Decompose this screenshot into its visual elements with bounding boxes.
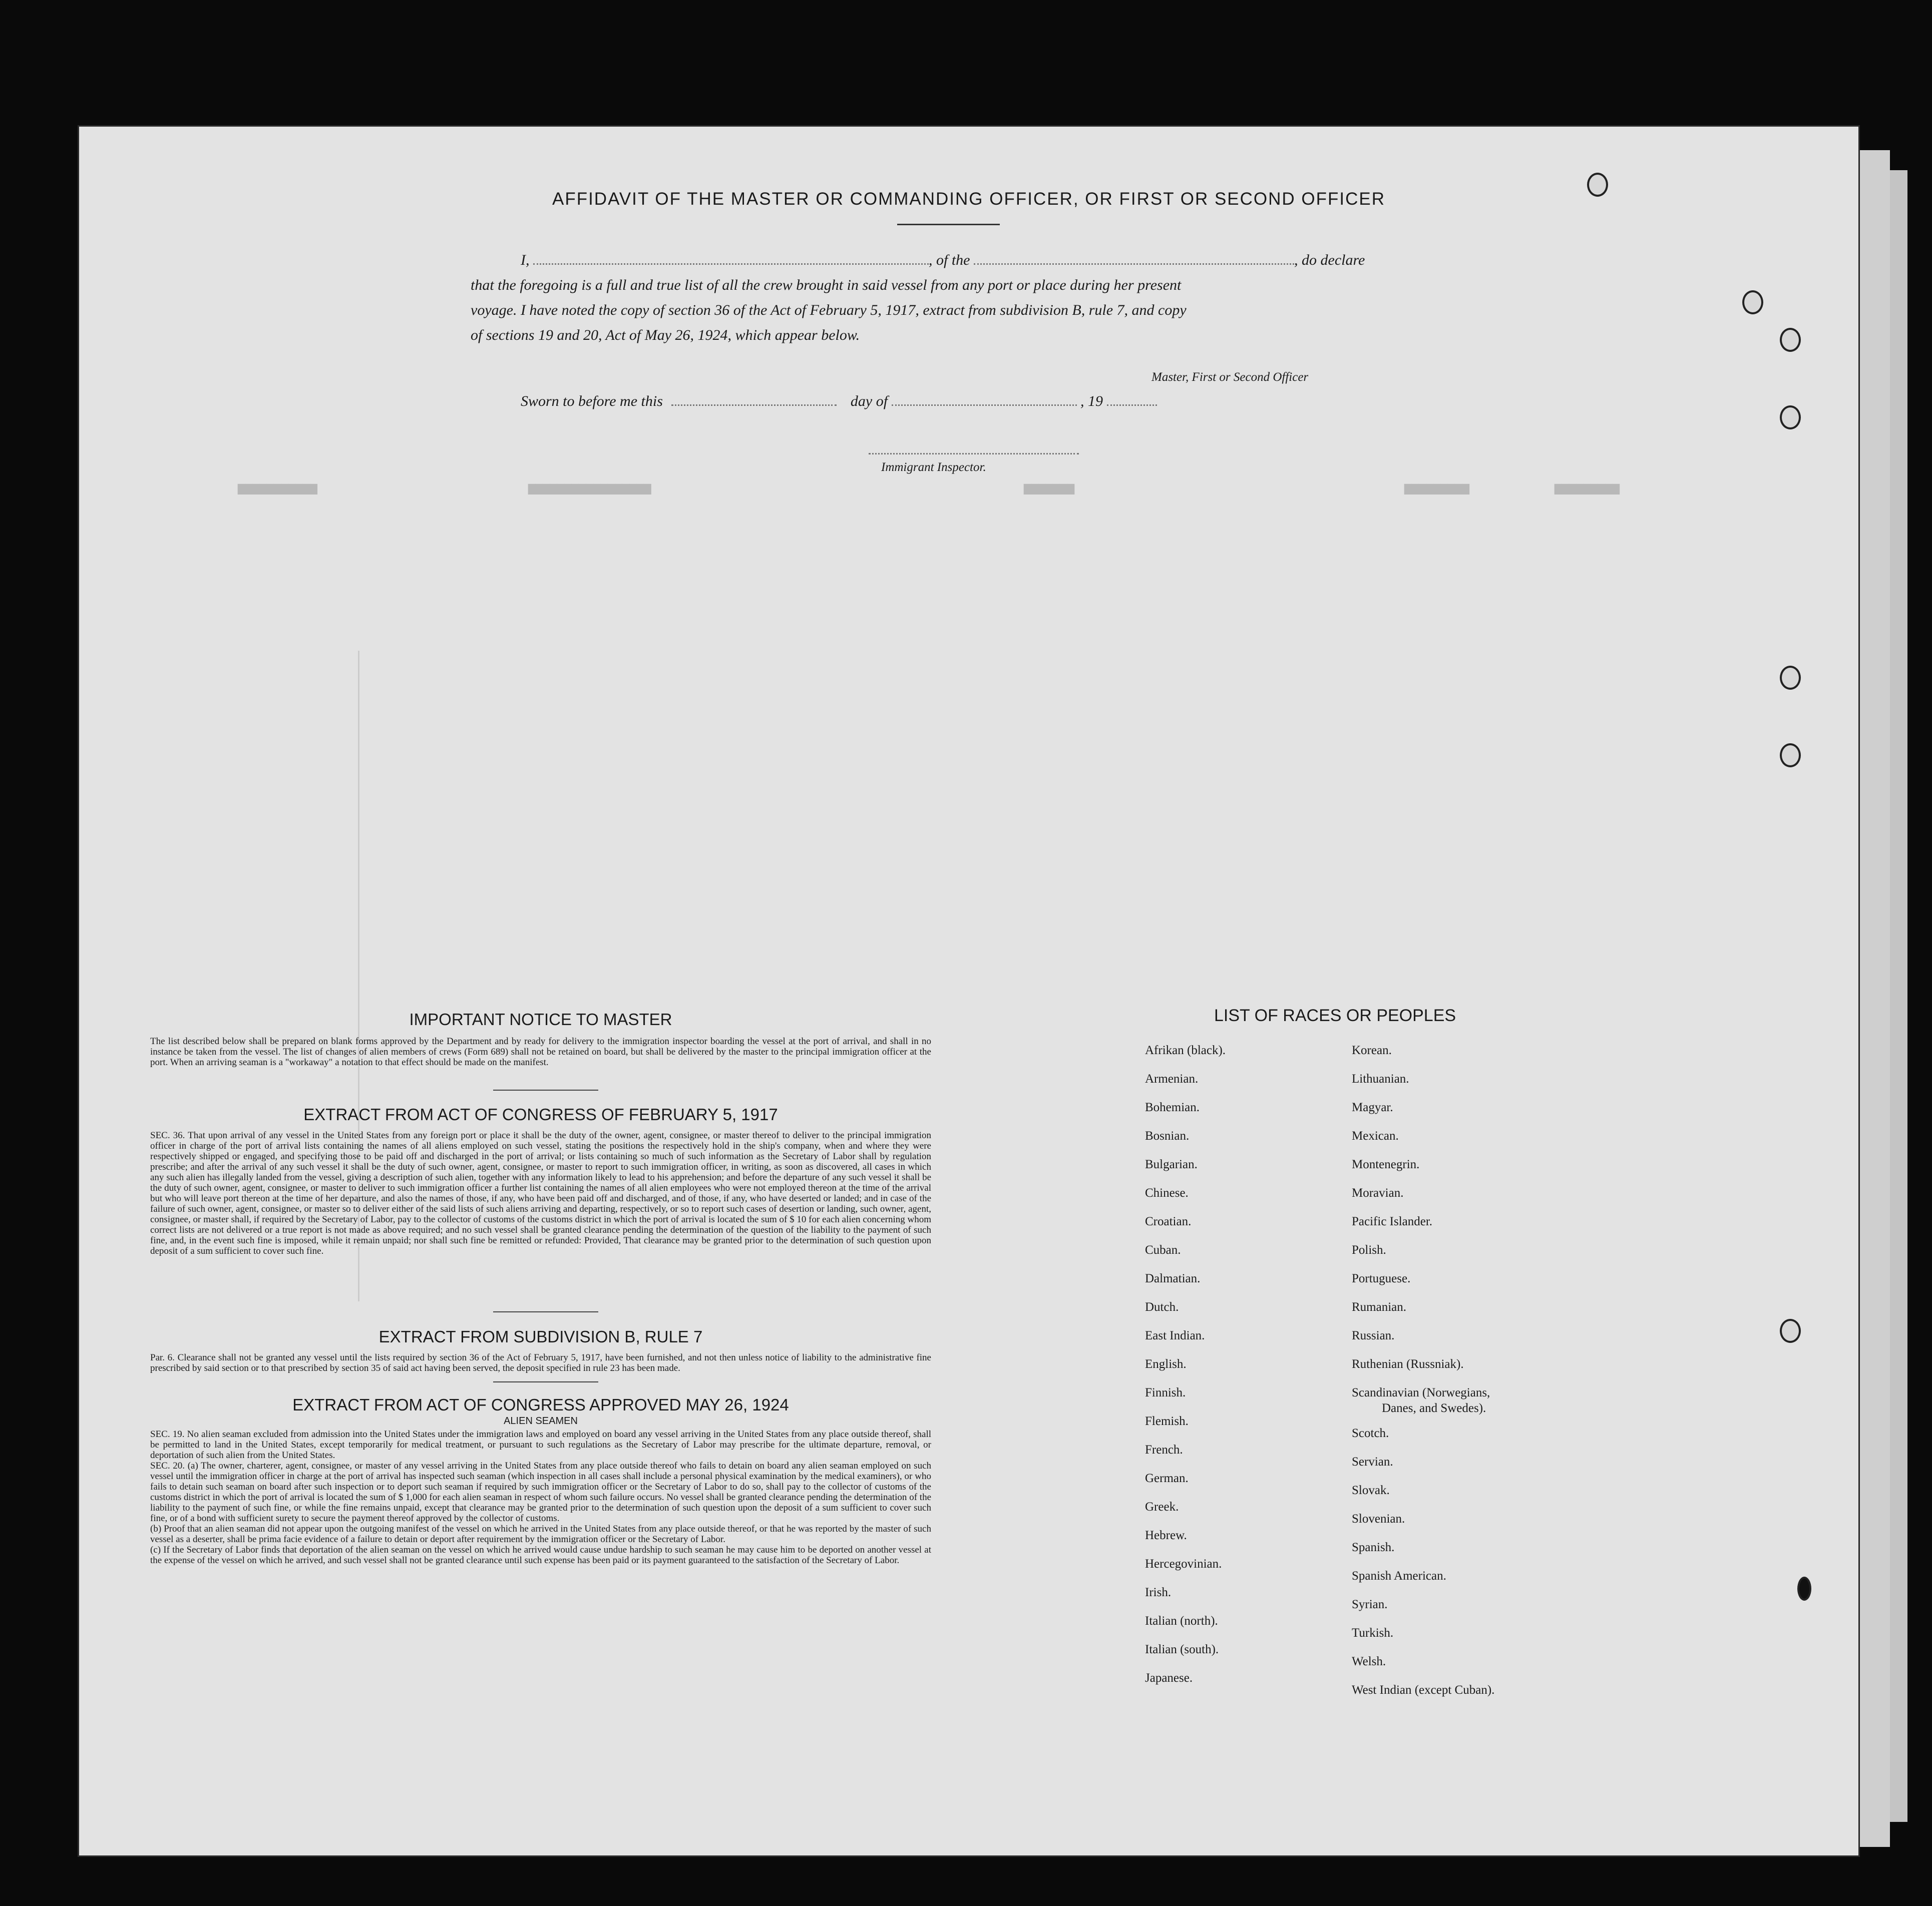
race-left-13: Finnish. bbox=[1145, 1386, 1186, 1399]
bleed-through-mark: ▆▆▆▆▆▆▆▆▆▆▆▆▆▆▆▆▆ bbox=[528, 482, 651, 496]
affidavit-title: AFFIDAVIT OF THE MASTER OR COMMANDING OFFICER, OR FIRST OR SECOND OFFICER bbox=[552, 189, 1386, 209]
affidavit-line-4: of sections 19 and 20, Act of May 26, 1924, which appear below. bbox=[471, 327, 860, 343]
race-left-14: Flemish. bbox=[1145, 1414, 1189, 1428]
race-right-12: Ruthenian (Russniak). bbox=[1352, 1357, 1464, 1371]
paper-edge-back bbox=[1887, 170, 1907, 1822]
race-right-2: Lithuanian. bbox=[1352, 1072, 1409, 1086]
affidavit-line-2: that the foregoing is a full and true list of all the crew brought in said vessel from any port or place during her present bbox=[471, 277, 1182, 293]
race-right-13b: Danes, and Swedes). bbox=[1382, 1401, 1486, 1415]
affidavit-line-1 bbox=[471, 248, 1512, 273]
race-right-7: Pacific Islander. bbox=[1352, 1215, 1433, 1228]
bleed-through-mark: ▆▆▆▆▆▆▆ bbox=[1024, 482, 1075, 496]
race-right-22: Welsh. bbox=[1352, 1655, 1386, 1668]
binder-hole bbox=[1780, 743, 1801, 767]
extract-1924-body bbox=[150, 1429, 931, 1566]
race-left-5: Bulgarian. bbox=[1145, 1158, 1198, 1171]
extract-1917-body: SEC. 36. That upon arrival of any vessel in the United States from any foreign port or place it shall be the duty of the owner, agent, consignee, or master thereof to deliver to the principal immigration officer in charge of the port of arrival lists containing the names of all aliens employed on such vessel, stating the positions the respectively hold in the ship's company, when and where they were respectively shipped or engaged, and specifying those to be paid off and discharged in the port of arrival; or lists containing so much of such information as the Secretary of Labor shall by regulation prescribe; and after the arrival of any such vessel it shall be the duty of such owner, agent, consignee, or master to report to such immigration officer, in writing, as soon as discovered, all cases in which any such alien has illegally landed from the vessel, giving a description of such alien, together with any information likely to lead to his apprehension; and before the departure of any such vessel it shall be the duty of such owner, agent, consignee, or master to deliver to such immigration officer a further list containing the names of all alien employees who were not employed thereon at the time of the arrival but who will leave port thereon at the time of her departure, and also the names of those, if any, who have been paid off and discharged, and of those, if any, who have deserted or landed; and in case of the failure of such owner, agent, consignee, or master so to deliver either of the said lists of such aliens arriving and departing, respectively, or so to report such cases of desertion or landing, such owner, agent, consignee, or master shall, if required by the Secretary of Labor, pay to the collector of customs of the customs district in which the port of arrival is located the sum of $ 10 for each alien concerning whom correct lists are not delivered or a true report is not made as above required; and no such vessel shall be granted clearance pending the determination of the question of the liability to the payment of such fine, and, in the event such fine is imposed, while it remain unpaid; nor shall such fine be remitted or refunded: Provided, That clearance may be granted prior to the determination of such question upon deposit of a sum sufficient to cover such fine. bbox=[150, 1130, 931, 1256]
extract-1917-rule bbox=[493, 1311, 598, 1312]
title-rule bbox=[897, 224, 1000, 225]
extract-1924-title: EXTRACT FROM ACT OF CONGRESS APPROVED MAY 26, 1924 bbox=[292, 1395, 789, 1414]
race-right-16: Slovak. bbox=[1352, 1484, 1390, 1497]
race-right-4: Mexican. bbox=[1352, 1129, 1399, 1143]
inspector-label: Immigrant Inspector. bbox=[881, 460, 986, 474]
sec-20a: SEC. 20. (a) The owner, charterer, agent, consignee, or master of any vessel arriving in the United States from any place outside thereof who fails to detain on board any alien seaman employed on such vessel until the immigration officer in charge at the port of arrival has inspected such seaman (which inspection in all cases shall include a personal physical examination by the medical examiners), or who fails to detain such seaman on board after such inspection or to deport such seaman if required by such immigration officer or the Secretary of Labor to do so, shall pay to the collector of customs of the customs district in which the port of arrival is located the sum of $ 1,000 for each alien seaman in respect of whom such failure occurs. No vessel shall be granted clearance pending the determination of the liability to the payment of such fine, or while the fine remains unpaid, except that clearance may be granted prior to the determination of such question upon the deposit of a sum sufficient to cover such fine, or of a bond with sufficient surety to secure the payment thereof approved by the collector of customs. bbox=[150, 1461, 931, 1524]
notice-body: The list described below shall be prepared on blank forms approved by the Department and by ready for delivery to the immigration inspector boarding the vessel at the port of arrival, and shall in no instance be taken from the vessel. The list of changes of alien members of crews (Form 689) shall not be retained on board, but shall be delivered by the master to the principal immigration officer at the port. When an arriving seaman is a "workaway" a notation to that effect should be made on the manifest. bbox=[150, 1036, 931, 1068]
master-label: Master, First or Second Officer bbox=[1151, 370, 1309, 384]
sec-20c: (c) If the Secretary of Labor finds that deportation of the alien seaman on the vessel on which he arrived would cause undue hardship to such seaman he may cause him to be deported on another vessel at the expense of the vessel on which he arrived, and such vessel shall not be granted clearance until such expense has been paid or its payment guaranteed to the satisfaction of the Secretary of Labor. bbox=[150, 1545, 931, 1566]
month-blank bbox=[892, 404, 1077, 406]
affidavit-of-the: , of the bbox=[929, 252, 970, 268]
race-right-15: Servian. bbox=[1352, 1455, 1393, 1469]
race-left-17: Greek. bbox=[1145, 1500, 1179, 1514]
race-left-3: Bohemian. bbox=[1145, 1101, 1200, 1114]
race-right-11: Russian. bbox=[1352, 1329, 1395, 1342]
race-right-1: Korean. bbox=[1352, 1044, 1392, 1057]
name-blank bbox=[533, 263, 929, 265]
notice-title: IMPORTANT NOTICE TO MASTER bbox=[409, 1010, 672, 1029]
race-right-14: Scotch. bbox=[1352, 1426, 1389, 1440]
race-left-7: Croatian. bbox=[1145, 1215, 1192, 1228]
race-right-13: Scandinavian (Norwegians, bbox=[1352, 1386, 1490, 1399]
race-right-5: Montenegrin. bbox=[1352, 1158, 1420, 1171]
race-right-10: Rumanian. bbox=[1352, 1300, 1407, 1314]
affidavit-declare: , do declare bbox=[1294, 252, 1365, 268]
race-right-21: Turkish. bbox=[1352, 1626, 1394, 1640]
rule7-body: Par. 6. Clearance shall not be granted any vessel until the lists required by section 36 of the Act of February 5, 1917, have been furnished, and not then unless notice of liability to the administrative fine prescribed by said section or to that prescribed by section 35 of said act having been served, the deposit specified in rule 23 has been made. bbox=[150, 1352, 931, 1373]
race-left-12: English. bbox=[1145, 1357, 1187, 1371]
race-left-2: Armenian. bbox=[1145, 1072, 1199, 1086]
sec-20b: (b) Proof that an alien seaman did not appear upon the outgoing manifest of the vessel on which he arrived in the United States from any place outside thereof, or that he was reported by the master of such vessel as a deserter, shall be prima facie evidence of a failure to detain or deport after requirement by the immigration officer or the Secretary of Labor. bbox=[150, 1524, 931, 1545]
race-left-10: Dutch. bbox=[1145, 1300, 1179, 1314]
affidavit-i: I, bbox=[521, 252, 530, 268]
races-title: LIST OF RACES OR PEOPLES bbox=[1214, 1006, 1456, 1025]
race-right-3: Magyar. bbox=[1352, 1101, 1393, 1114]
race-left-4: Bosnian. bbox=[1145, 1129, 1190, 1143]
day-of-text: day of bbox=[850, 393, 888, 409]
race-left-16: German. bbox=[1145, 1472, 1189, 1485]
binder-hole bbox=[1780, 666, 1801, 690]
race-left-9: Dalmatian. bbox=[1145, 1272, 1201, 1285]
race-left-18: Hebrew. bbox=[1145, 1529, 1187, 1542]
year-text: , 19 bbox=[1080, 393, 1103, 409]
bleed-through-mark: ▆▆▆▆▆▆▆▆▆▆▆ bbox=[238, 482, 317, 496]
rule7-title: EXTRACT FROM SUBDIVISION B, RULE 7 bbox=[378, 1327, 703, 1346]
race-right-8: Polish. bbox=[1352, 1243, 1386, 1257]
rule7-rule bbox=[493, 1381, 598, 1382]
race-right-20: Syrian. bbox=[1352, 1598, 1388, 1611]
binder-hole bbox=[1780, 1319, 1801, 1343]
race-left-23: Japanese. bbox=[1145, 1671, 1193, 1685]
sec-19: SEC. 19. No alien seaman excluded from admission into the United States under the immigration laws and employed on board any vessel arriving in the United States from any place outside thereof, shall be permitted to land in the United States, except temporarily for medical treatment, or pursuant to such regulations as the Secretary of Labor may prescribe for the ultimate departure, removal, or deportation of such alien from the United States. bbox=[150, 1429, 931, 1461]
race-right-6: Moravian. bbox=[1352, 1186, 1404, 1200]
race-left-6: Chinese. bbox=[1145, 1186, 1189, 1200]
year-blank bbox=[1107, 404, 1157, 406]
race-right-9: Portuguese. bbox=[1352, 1272, 1411, 1285]
race-left-20: Irish. bbox=[1145, 1586, 1172, 1599]
race-left-19: Hercegovinian. bbox=[1145, 1557, 1222, 1571]
paper-edge-middle bbox=[1860, 150, 1890, 1847]
affidavit-line-3: voyage. I have noted the copy of section 36 of the Act of February 5, 1917, extract from subdivision B, rule 7, and copy bbox=[471, 302, 1187, 318]
binder-hole bbox=[1780, 405, 1801, 429]
notice-rule bbox=[493, 1090, 598, 1091]
race-right-23: West Indian (except Cuban). bbox=[1352, 1683, 1495, 1697]
extract-1924-subtitle: ALIEN SEAMEN bbox=[504, 1415, 578, 1426]
binder-hole bbox=[1780, 328, 1801, 352]
extract-1917-title: EXTRACT FROM ACT OF CONGRESS OF FEBRUARY 5, 1917 bbox=[303, 1105, 778, 1124]
binder-hole bbox=[1587, 173, 1608, 197]
race-right-17: Slovenian. bbox=[1352, 1512, 1405, 1526]
race-left-22: Italian (south). bbox=[1145, 1643, 1219, 1656]
binder-hole bbox=[1742, 290, 1763, 314]
sworn-text: Sworn to before me this bbox=[521, 393, 663, 409]
race-left-15: French. bbox=[1145, 1443, 1183, 1457]
vessel-blank bbox=[974, 263, 1294, 265]
inspector-signature-blank bbox=[869, 453, 1079, 454]
binder-hole bbox=[1797, 1577, 1811, 1601]
race-right-19: Spanish American. bbox=[1352, 1569, 1446, 1583]
manifest-page bbox=[78, 125, 1860, 1857]
race-left-1: Afrikan (black). bbox=[1145, 1044, 1226, 1057]
bleed-through-mark: ▆▆▆▆▆▆▆▆▆ bbox=[1555, 482, 1620, 496]
race-right-18: Spanish. bbox=[1352, 1541, 1395, 1554]
race-left-8: Cuban. bbox=[1145, 1243, 1181, 1257]
affidavit-text bbox=[471, 248, 1512, 348]
sworn-line bbox=[521, 393, 1157, 410]
race-left-11: East Indian. bbox=[1145, 1329, 1205, 1342]
sworn-day-blank bbox=[671, 404, 837, 406]
race-left-21: Italian (north). bbox=[1145, 1614, 1218, 1628]
bleed-through-mark: ▆▆▆▆▆▆▆▆▆ bbox=[1404, 482, 1470, 496]
